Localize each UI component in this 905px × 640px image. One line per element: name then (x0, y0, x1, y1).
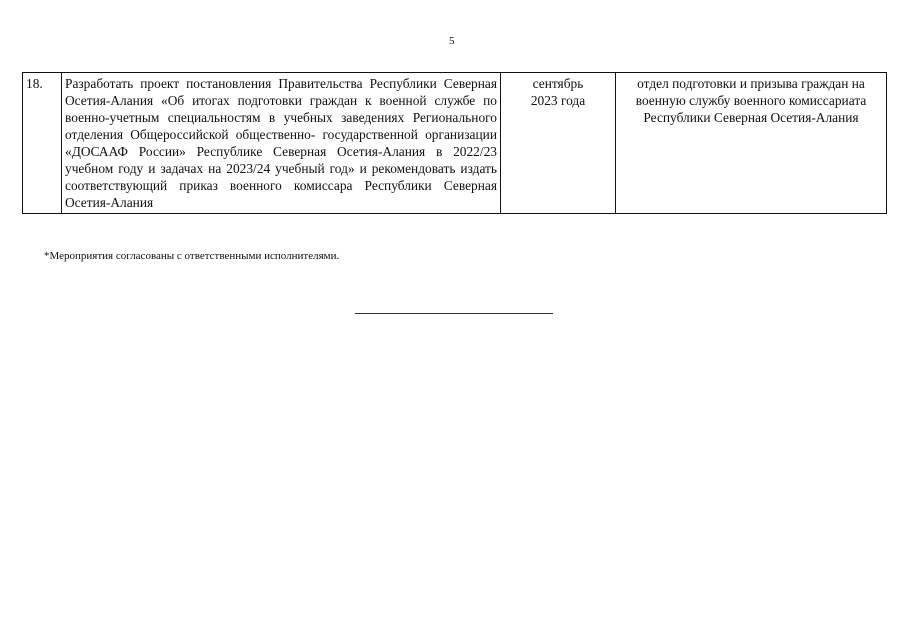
deadline-cell (501, 73, 616, 214)
plan-table (22, 72, 887, 214)
deadline-year: 2023 года (530, 93, 586, 108)
deadline-month: сентябрь (532, 76, 584, 91)
task-description: Разработать проект постановления Правительства Республики Северная Осетия-Алания «Об итогах подготовки граждан к военной службе по военно-учетным специальностям в учебных заведениях Регионального отделения Общероссийской общественно- государственной организации «ДОСААФ России» Республике Северная Осетия-Алания в 2022/23 учебном году и задачах на 2023/24 учебный год» и рекомендовать издать соответствующий приказ военного комиссара Республики Северная Осетия-Алания (62, 73, 501, 214)
footnote: *Мероприятия согласованы с ответственными исполнителями. (44, 250, 340, 262)
table-row (23, 73, 887, 214)
end-divider (355, 313, 553, 314)
row-number: 18. (23, 73, 62, 214)
page-number: 5 (449, 35, 455, 47)
responsible-executor: отдел подготовки и призыва граждан на военную службу военного комиссариата Республики Северная Осетия-Алания (616, 73, 887, 214)
